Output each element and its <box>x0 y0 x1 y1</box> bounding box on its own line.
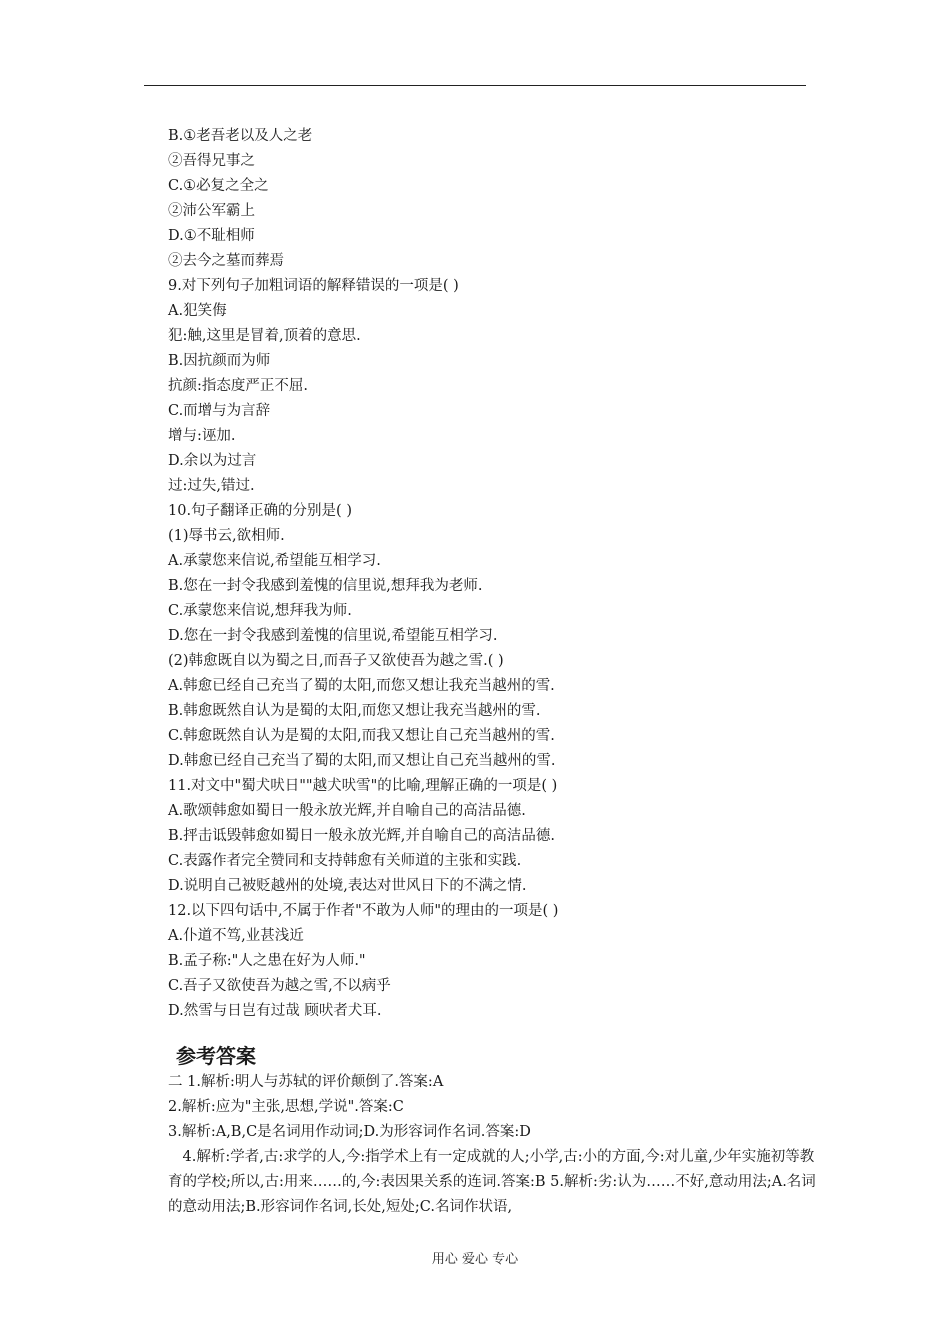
text-line: C.韩愈既然自认为是蜀的太阳,而我又想让自己充当越州的雪. <box>168 728 555 744</box>
answers-body <box>168 1070 818 1220</box>
questions-body <box>168 124 818 1024</box>
text-line: ②吾得兄事之 <box>168 153 255 169</box>
text-line: D.然雪与日岂有过哉 顾吠者犬耳. <box>168 1003 382 1019</box>
header-rule <box>144 85 806 86</box>
text-line: A.韩愈已经自己充当了蜀的太阳,而您又想让我充当越州的雪. <box>168 678 555 694</box>
question-9: 9.对下列句子加粗词语的解释错误的一项是( ) <box>168 278 459 294</box>
text-line: C.吾子又欲使吾为越之雪,不以病乎 <box>168 978 391 994</box>
answer-line: 2.解析:应为"主张,思想,学说".答案:C <box>168 1099 404 1115</box>
text-line: (2)韩愈既自以为蜀之日,而吾子又欲使吾为越之雪.( ) <box>168 653 504 669</box>
text-line: C.表露作者完全赞同和支持韩愈有关师道的主张和实践. <box>168 853 522 869</box>
text-line: D.余以为过言 <box>168 453 257 469</box>
answers-heading: 参考答案 <box>176 1044 256 1068</box>
text-line: D.①不耻相师 <box>168 228 255 244</box>
question-12: 12.以下四句话中,不属于作者"不敢为人师"的理由的一项是( ) <box>168 903 559 919</box>
text-line: A.仆道不笃,业甚浅近 <box>168 928 304 944</box>
page-footer: 用心 爱心 专心 <box>431 1252 519 1267</box>
text-line: D.说明自己被贬越州的处境,表达对世风日下的不满之情. <box>168 878 527 894</box>
text-line: 犯:触,这里是冒着,顶着的意思. <box>168 328 361 344</box>
text-line: (1)辱书云,欲相师. <box>168 528 285 544</box>
text-line: B.①老吾老以及人之老 <box>168 128 313 144</box>
text-line: 过:过失,错过. <box>168 478 255 494</box>
text-line: D.韩愈已经自己充当了蜀的太阳,而又想让自己充当越州的雪. <box>168 753 556 769</box>
question-11: 11.对文中"蜀犬吠日""越犬吠雪"的比喻,理解正确的一项是( ) <box>168 778 558 794</box>
answer-line: 二 1.解析:明人与苏轼的评价颠倒了.答案:A <box>168 1074 444 1090</box>
text-line: B.因抗颜而为师 <box>168 353 271 369</box>
text-line: 抗颜:指态度严正不屈. <box>168 378 308 394</box>
answer-line: 3.解析:A,B,C是名词用作动词;D.为形容词作名词.答案:D <box>168 1124 531 1140</box>
text-line: B.孟子称:"人之患在好为人师." <box>168 953 366 969</box>
text-line: A.承蒙您来信说,希望能互相学习. <box>168 553 381 569</box>
text-line: A.犯笑侮 <box>168 303 227 319</box>
text-line: C.①必复之全之 <box>168 178 269 194</box>
text-line: C.承蒙您来信说,想拜我为师. <box>168 603 352 619</box>
text-line: B.您在一封令我感到羞愧的信里说,想拜我为老师. <box>168 578 483 594</box>
answer-paragraph: 4.解析:学者,古:求学的人,今:指学术上有一定成就的人;小学,古:小的方面,今:对儿童,少年实施初等教育的学校;所以,古:用来……的,今:表因果关系的连词.答案:B 5.解析:劣:认为……不好,意动用法;A.名词的意动用法;B.形容词作名词,长处,短处;C.名词作状语, <box>168 1149 816 1215</box>
text-line: 增与:诬加. <box>168 428 236 444</box>
text-line: ②沛公军霸上 <box>168 203 255 219</box>
text-line: A.歌颂韩愈如蜀日一般永放光辉,并自喻自己的高洁品德. <box>168 803 526 819</box>
question-10: 10.句子翻译正确的分别是( ) <box>168 503 352 519</box>
text-line: D.您在一封令我感到羞愧的信里说,希望能互相学习. <box>168 628 498 644</box>
text-line: C.而增与为言辞 <box>168 403 271 419</box>
text-line: B.韩愈既然自认为是蜀的太阳,而您又想让我充当越州的雪. <box>168 703 541 719</box>
text-line: B.抨击诋毁韩愈如蜀日一般永放光辉,并自喻自己的高洁品德. <box>168 828 555 844</box>
text-line: ②去今之墓而葬焉 <box>168 253 284 269</box>
